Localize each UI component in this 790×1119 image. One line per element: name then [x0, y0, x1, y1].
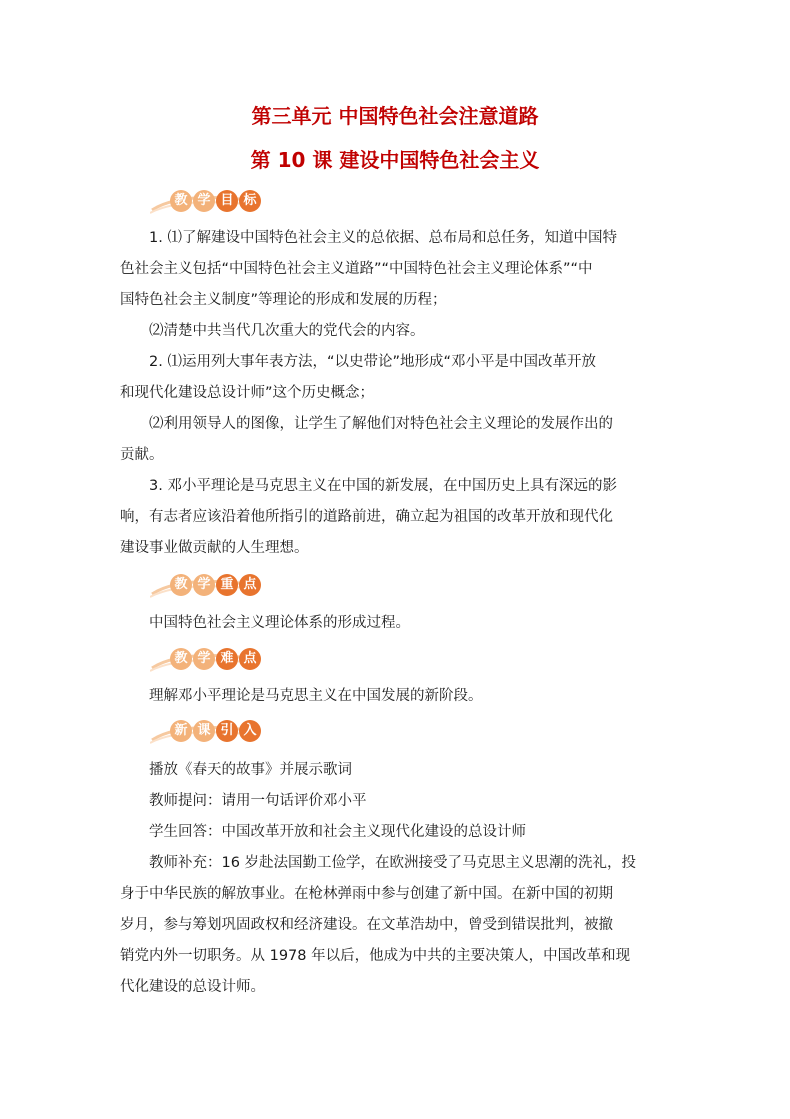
section-badge-objectives — [150, 186, 260, 216]
badge-char: 入 — [239, 720, 261, 742]
lesson-title: 第 10 课 建设中国特色社会主义 — [250, 148, 540, 172]
objective-1-sub-2: ⑵清楚中共当代几次重大的党代会的内容。 — [149, 323, 425, 339]
intro-line-3: 学生回答：中国改革开放和社会主义现代化建设的总设计师 — [149, 824, 526, 840]
key-points-text: 中国特色社会主义理论体系的形成过程。 — [149, 615, 410, 631]
badge-char: 重 — [216, 574, 238, 596]
badge-char: 标 — [239, 190, 261, 212]
badge-char: 学 — [193, 190, 215, 212]
objective-2-sub-2-line-1: ⑵利用领导人的图像，让学生了解他们对特色社会主义理论的发展作出的 — [149, 416, 613, 432]
badge-char: 教 — [170, 574, 192, 596]
badge-char: 学 — [193, 574, 215, 596]
badge-char: 教 — [170, 190, 192, 212]
badge-char: 学 — [193, 648, 215, 670]
badge-char: 点 — [239, 648, 261, 670]
section-badge-intro — [150, 716, 260, 746]
objective-3-line-3: 建设事业做贡献的人生理想。 — [120, 540, 309, 556]
intro-supplement-line-2: 身于中华民族的解放事业。在枪林弹雨中参与创建了新中国。在新中国的初期 — [120, 886, 613, 902]
intro-supplement-line-5: 代化建设的总设计师。 — [120, 979, 265, 995]
intro-supplement-line-3: 岁月，参与筹划巩固政权和经济建设。在文革浩劫中，曾受到错误批判，被撤 — [120, 917, 613, 933]
intro-line-1: 播放《春天的故事》并展示歌词 — [149, 762, 352, 778]
objective-3-line-1: 3. 邓小平理论是马克思主义在中国的新发展，在中国历史上具有深远的影 — [149, 478, 617, 494]
badge-char: 新 — [170, 720, 192, 742]
objective-3-line-2: 响，有志者应该沿着他所指引的道路前进，确立起为祖国的改革开放和现代化 — [120, 509, 613, 525]
section-badge-difficulties — [150, 644, 260, 674]
section-badge-key-points — [150, 570, 260, 600]
badge-char: 目 — [216, 190, 238, 212]
objective-2-sub-2-line-2: 贡献。 — [120, 447, 164, 463]
objective-1-line-1: 1. ⑴了解建设中国特色社会主义的总依据、总布局和总任务，知道中国特 — [149, 230, 617, 246]
badge-char: 教 — [170, 648, 192, 670]
difficulties-text: 理解邓小平理论是马克思主义在中国发展的新阶段。 — [149, 688, 483, 704]
unit-title: 第三单元 中国特色社会注意道路 — [251, 104, 539, 128]
intro-supplement-line-4: 销党内外一切职务。从 1978 年以后，他成为中共的主要决策人，中国改革和现 — [120, 948, 631, 964]
badge-char: 课 — [193, 720, 215, 742]
objective-2-line-1: 2. ⑴运用列大事年表方法，“以史带论”地形成“邓小平是中国改革开放 — [149, 354, 596, 370]
badge-char: 点 — [239, 574, 261, 596]
objective-2-line-2: 和现代化建设总设计师”这个历史概念； — [120, 385, 375, 401]
objective-1-line-2: 色社会主义包括“中国特色社会主义道路”“中国特色社会主义理论体系”“中 — [120, 261, 593, 277]
intro-supplement-line-1: 教师补充：16 岁赴法国勤工俭学，在欧洲接受了马克思主义思潮的洗礼，投 — [149, 855, 637, 871]
badge-char: 引 — [216, 720, 238, 742]
intro-line-2: 教师提问：请用一句话评价邓小平 — [149, 793, 367, 809]
badge-char: 难 — [216, 648, 238, 670]
objective-1-line-3: 国特色社会主义制度”等理论的形成和发展的历程； — [120, 292, 447, 308]
